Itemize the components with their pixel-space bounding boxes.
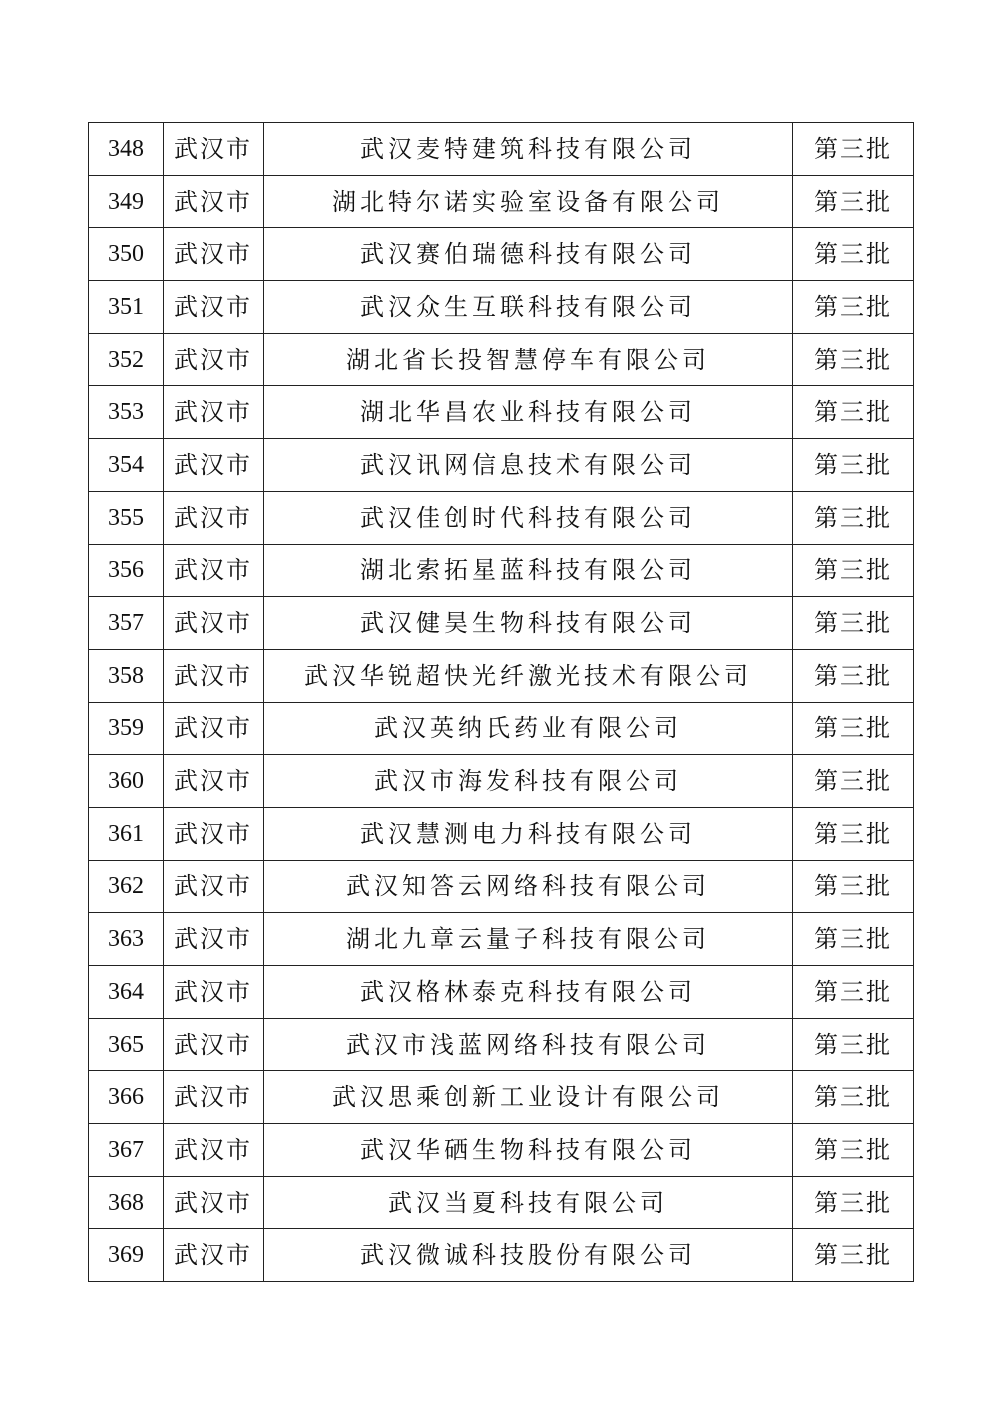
row-batch: 第三批 — [793, 491, 914, 544]
row-batch: 第三批 — [793, 333, 914, 386]
table-body — [89, 123, 914, 1282]
row-city: 武汉市 — [164, 386, 264, 439]
table-row — [89, 123, 914, 176]
row-company-name: 湖北省长投智慧停车有限公司 — [264, 333, 793, 386]
table-row — [89, 1176, 914, 1229]
row-city: 武汉市 — [164, 702, 264, 755]
row-city: 武汉市 — [164, 333, 264, 386]
row-company-name: 武汉讯网信息技术有限公司 — [264, 439, 793, 492]
row-batch: 第三批 — [793, 807, 914, 860]
table-row — [89, 702, 914, 755]
row-city: 武汉市 — [164, 439, 264, 492]
row-company-name: 武汉健昊生物科技有限公司 — [264, 597, 793, 650]
row-company-name: 湖北特尔诺实验室设备有限公司 — [264, 175, 793, 228]
row-city: 武汉市 — [164, 1229, 264, 1282]
row-city: 武汉市 — [164, 281, 264, 334]
row-number: 360 — [89, 755, 164, 808]
row-company-name: 武汉市海发科技有限公司 — [264, 755, 793, 808]
row-batch: 第三批 — [793, 175, 914, 228]
row-batch: 第三批 — [793, 281, 914, 334]
row-batch: 第三批 — [793, 1018, 914, 1071]
row-number: 359 — [89, 702, 164, 755]
row-batch: 第三批 — [793, 439, 914, 492]
row-company-name: 武汉麦特建筑科技有限公司 — [264, 123, 793, 176]
row-batch: 第三批 — [793, 860, 914, 913]
row-city: 武汉市 — [164, 649, 264, 702]
row-company-name: 武汉英纳氏药业有限公司 — [264, 702, 793, 755]
row-company-name: 武汉市浅蓝网络科技有限公司 — [264, 1018, 793, 1071]
row-batch: 第三批 — [793, 544, 914, 597]
row-number: 353 — [89, 386, 164, 439]
row-number: 357 — [89, 597, 164, 650]
row-city: 武汉市 — [164, 860, 264, 913]
table-row — [89, 860, 914, 913]
table-row — [89, 439, 914, 492]
row-number: 354 — [89, 439, 164, 492]
row-number: 356 — [89, 544, 164, 597]
table-row — [89, 807, 914, 860]
table-row — [89, 755, 914, 808]
row-batch: 第三批 — [793, 386, 914, 439]
row-company-name: 湖北九章云量子科技有限公司 — [264, 913, 793, 966]
row-batch: 第三批 — [793, 649, 914, 702]
row-batch: 第三批 — [793, 1071, 914, 1124]
row-company-name: 湖北华昌农业科技有限公司 — [264, 386, 793, 439]
row-company-name: 武汉格林泰克科技有限公司 — [264, 966, 793, 1019]
row-number: 366 — [89, 1071, 164, 1124]
row-company-name: 湖北索拓星蓝科技有限公司 — [264, 544, 793, 597]
row-batch: 第三批 — [793, 913, 914, 966]
row-city: 武汉市 — [164, 807, 264, 860]
row-number: 362 — [89, 860, 164, 913]
row-number: 369 — [89, 1229, 164, 1282]
table-row — [89, 597, 914, 650]
row-city: 武汉市 — [164, 123, 264, 176]
row-batch: 第三批 — [793, 1124, 914, 1177]
row-company-name: 武汉华锐超快光纤激光技术有限公司 — [264, 649, 793, 702]
row-company-name: 武汉华硒生物科技有限公司 — [264, 1124, 793, 1177]
row-company-name: 武汉知答云网络科技有限公司 — [264, 860, 793, 913]
row-company-name: 武汉众生互联科技有限公司 — [264, 281, 793, 334]
table-row — [89, 1229, 914, 1282]
table-row — [89, 1124, 914, 1177]
row-city: 武汉市 — [164, 491, 264, 544]
row-batch: 第三批 — [793, 966, 914, 1019]
row-number: 351 — [89, 281, 164, 334]
row-number: 348 — [89, 123, 164, 176]
row-city: 武汉市 — [164, 544, 264, 597]
table-row — [89, 228, 914, 281]
table-row — [89, 1071, 914, 1124]
row-batch: 第三批 — [793, 1176, 914, 1229]
row-batch: 第三批 — [793, 597, 914, 650]
row-city: 武汉市 — [164, 966, 264, 1019]
row-company-name: 武汉佳创时代科技有限公司 — [264, 491, 793, 544]
row-number: 355 — [89, 491, 164, 544]
row-city: 武汉市 — [164, 1018, 264, 1071]
row-city: 武汉市 — [164, 1176, 264, 1229]
row-company-name: 武汉微诚科技股份有限公司 — [264, 1229, 793, 1282]
table-row — [89, 913, 914, 966]
row-company-name: 武汉慧测电力科技有限公司 — [264, 807, 793, 860]
row-number: 361 — [89, 807, 164, 860]
company-list-table — [88, 122, 914, 1282]
row-batch: 第三批 — [793, 123, 914, 176]
row-number: 350 — [89, 228, 164, 281]
table-row — [89, 491, 914, 544]
row-number: 367 — [89, 1124, 164, 1177]
row-batch: 第三批 — [793, 755, 914, 808]
table-row — [89, 333, 914, 386]
table-row — [89, 386, 914, 439]
row-city: 武汉市 — [164, 1124, 264, 1177]
row-city: 武汉市 — [164, 913, 264, 966]
row-city: 武汉市 — [164, 755, 264, 808]
row-company-name: 武汉当夏科技有限公司 — [264, 1176, 793, 1229]
table-row — [89, 281, 914, 334]
table-row — [89, 544, 914, 597]
row-number: 349 — [89, 175, 164, 228]
row-batch: 第三批 — [793, 702, 914, 755]
row-number: 368 — [89, 1176, 164, 1229]
row-city: 武汉市 — [164, 228, 264, 281]
row-city: 武汉市 — [164, 1071, 264, 1124]
row-number: 363 — [89, 913, 164, 966]
row-batch: 第三批 — [793, 1229, 914, 1282]
row-company-name: 武汉赛伯瑞德科技有限公司 — [264, 228, 793, 281]
table-row — [89, 966, 914, 1019]
row-number: 358 — [89, 649, 164, 702]
row-number: 352 — [89, 333, 164, 386]
row-company-name: 武汉思乘创新工业设计有限公司 — [264, 1071, 793, 1124]
row-city: 武汉市 — [164, 175, 264, 228]
row-city: 武汉市 — [164, 597, 264, 650]
table-row — [89, 649, 914, 702]
row-batch: 第三批 — [793, 228, 914, 281]
row-number: 364 — [89, 966, 164, 1019]
table-row — [89, 1018, 914, 1071]
table-row — [89, 175, 914, 228]
row-number: 365 — [89, 1018, 164, 1071]
